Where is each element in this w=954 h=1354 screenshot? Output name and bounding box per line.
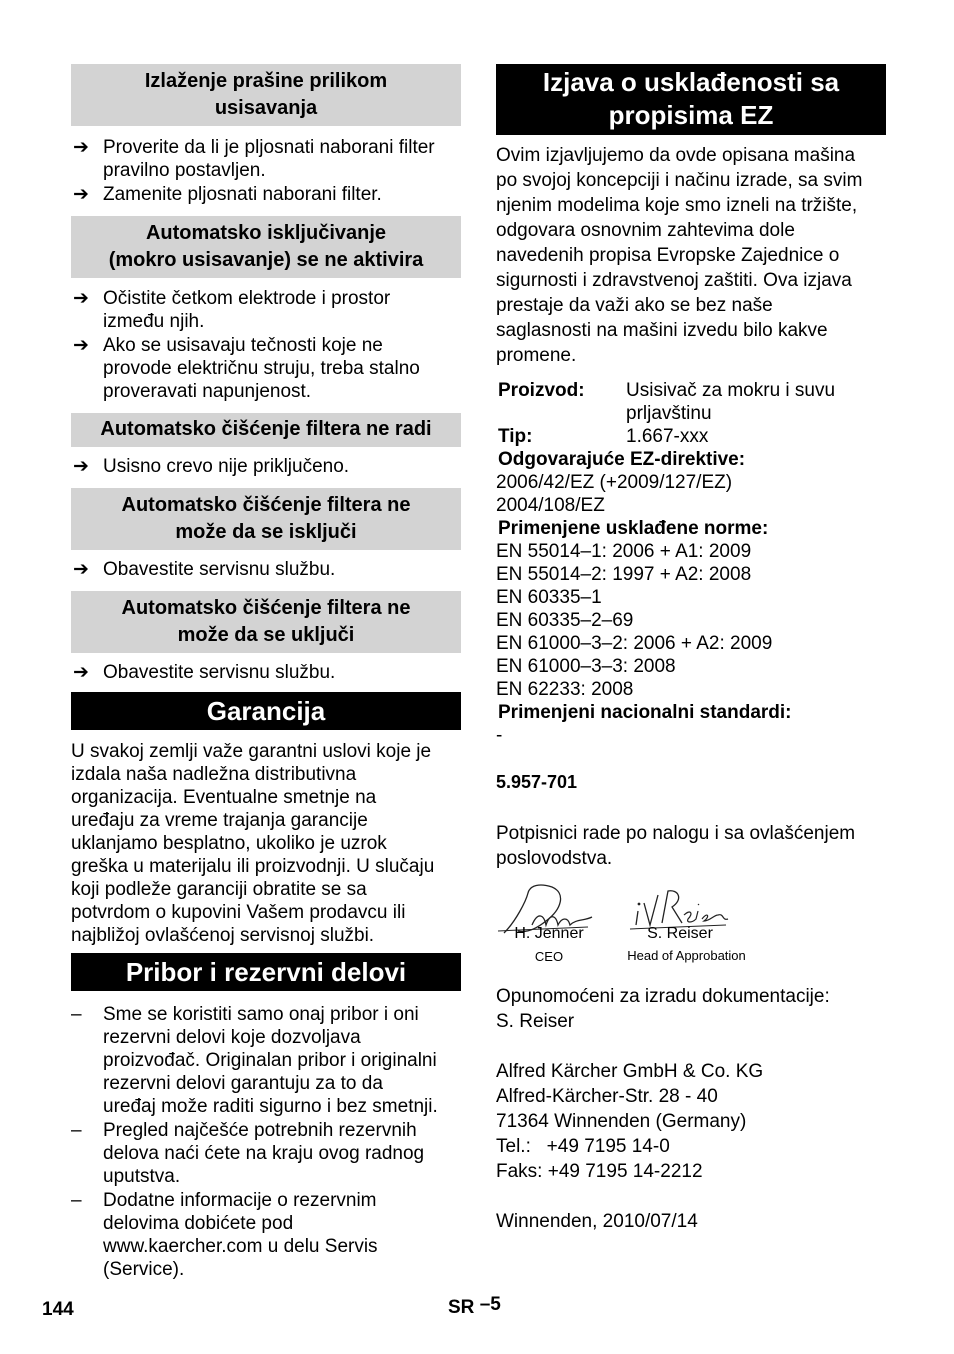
arrow-right-icon: ➔ (73, 137, 89, 158)
dash-bullet: – (71, 1190, 82, 1211)
list-item: ➔ Zamenite pljosnati naborani filter. (73, 184, 382, 205)
list-item: ➔ Proverite da li je pljosnati naborani filter pravilno postavljen. (73, 137, 435, 181)
list-item: – Pregled najčešće potrebnih rezervnih delova naći ćete na kraju ovog radnog uputstva. (71, 1120, 425, 1187)
list-item: ➔ Usisno crevo nije priključeno. (73, 456, 350, 477)
signatures (496, 881, 886, 981)
company-address: Alfred Kärcher GmbH & Co. KG Alfred-Kärcher-Str. 28 - 40 71364 Winnenden (Germany) Tel.: +49 7195 14-0 Faks: +49 7195 14-2212 (496, 1061, 764, 1182)
norms-label: Primenjene usklađene norme: (498, 518, 769, 539)
left-column (71, 64, 461, 1281)
section-heading-warranty: Garancija (71, 692, 461, 730)
product-details: Proizvod: Usisivač za mokru i suvu prljavštinu Tip: 1.667-xxx Odgovarajuće EZ-direktive: 2006/42/EZ (+2009/127/EZ) 2004/108/EZ Primenjene usklađene norme: EN 55014–1: 2006 + A1: 2009 EN 55014–2: 1997 + A2: 2008 EN 60335–1 EN 60335–2–69 EN 61000–3–2: 2006 + A2: 2009 EN 61000–3–3: 2008 EN 62233: 2008 Primenjeni nacionalni standardi: - (496, 379, 886, 747)
section-page-label: SR –5 (448, 1294, 501, 1318)
signer-role-1: CEO (534, 949, 564, 964)
declaration-text: Ovim izjavljujemo da ovde opisana mašina po svojoj koncepciji i načinu izrade, sa svim njenim modelima koje smo izneli na tržište, odgovara osnovnim zahtevima dole navedenih propisa Evropske Zajednice o sigurnosti i zdravstvenoj zaštiti. Ova izjava prestaje da važi ako se bez naše saglasnosti na mašini izvedu bilo kakve promene. (496, 145, 863, 366)
signer-name-2: S. Reiser (647, 925, 713, 942)
signer-name-1: H. Jenner (514, 925, 584, 942)
product-row: Proizvod: Usisivač za mokru i suvu prljavštinu (498, 380, 836, 424)
arrow-right-icon: ➔ (73, 559, 89, 580)
section-heading-accessories: Pribor i rezervni delovi (71, 953, 461, 991)
section-heading-dust: Izlaženje prašine prilikom usisavanja (71, 64, 461, 126)
list-item: ➔ Očistite četkom elektrode i prostor između njih. (73, 288, 391, 332)
dash-bullet: – (71, 1120, 82, 1141)
section-heading-filter-off: Automatsko čišćenje filtera ne može da se isključi (71, 488, 461, 550)
list-item: – Sme se koristiti samo onaj pribor i oni rezervni delovi koje dozvoljava proizvođač. Originalan pribor i originalni rezervni delovi garantuju za to da uređaj može raditi sigurno i bez smetnji. (71, 1004, 438, 1117)
arrow-right-icon: ➔ (73, 288, 89, 309)
dash-bullet: – (71, 1004, 82, 1025)
arrow-right-icon: ➔ (73, 184, 89, 205)
page-number: 144 (42, 1299, 74, 1320)
place-date: Winnenden, 2010/07/14 (496, 1211, 698, 1232)
type-row: Tip: 1.667-xxx (498, 426, 709, 447)
authorized-docs: Opunomoćeni za izradu dokumentacije: S. Reiser (496, 986, 830, 1032)
section-heading-declaration: Izjava o usklađenosti sa propisima EZ (496, 64, 886, 135)
list-item: ➔ Obavestite servisnu službu. (73, 662, 336, 683)
arrow-right-icon: ➔ (73, 662, 89, 683)
right-column (496, 64, 886, 1234)
warranty-text: U svakoj zemlji važe garantni uslovi koje je izdala naša nadležna distributivna organizacija. Eventualne smetnje na uređaju za vreme trajanja garancije uklanjamo besplatno, ukoliko je uzrok greška u materijalu ili proizvodnji. U slučaju koji podleže garanciji obratite se sa potvrdom o kupovini Vašem prodavcu ili najbližoj ovlašćenoj servisnoj službi. (71, 741, 435, 946)
list-item: ➔ Obavestite servisnu službu. (73, 559, 336, 580)
arrow-right-icon: ➔ (73, 456, 89, 477)
document-number: 5.957-701 (496, 772, 578, 792)
section-heading-auto-off: Automatsko isključivanje (mokro usisavanje) se ne aktivira (71, 216, 461, 278)
signer-role-2: Head of Approbation (627, 948, 746, 963)
section-heading-filter-on: Automatsko čišćenje filtera ne može da se uključi (71, 591, 461, 653)
national-label: Primenjeni nacionalni standardi: (498, 702, 792, 723)
directives-label: Odgovarajuće EZ-direktive: (498, 449, 746, 470)
section-heading-filter-clean: Automatsko čišćenje filtera ne radi (71, 413, 461, 447)
list-item: – Dodatne informacije o rezervnim delovima dobićete pod www.kaercher.com u delu Servis (Service). (71, 1190, 378, 1280)
list-item: ➔ Ako se usisavaju tečnosti koje ne provode električnu struju, treba stalno proveravati napunjenost. (73, 335, 420, 402)
signers-text: Potpisnici rade po nalogu i sa ovlašćenjem poslovodstva. (496, 823, 856, 869)
arrow-right-icon: ➔ (73, 335, 89, 356)
